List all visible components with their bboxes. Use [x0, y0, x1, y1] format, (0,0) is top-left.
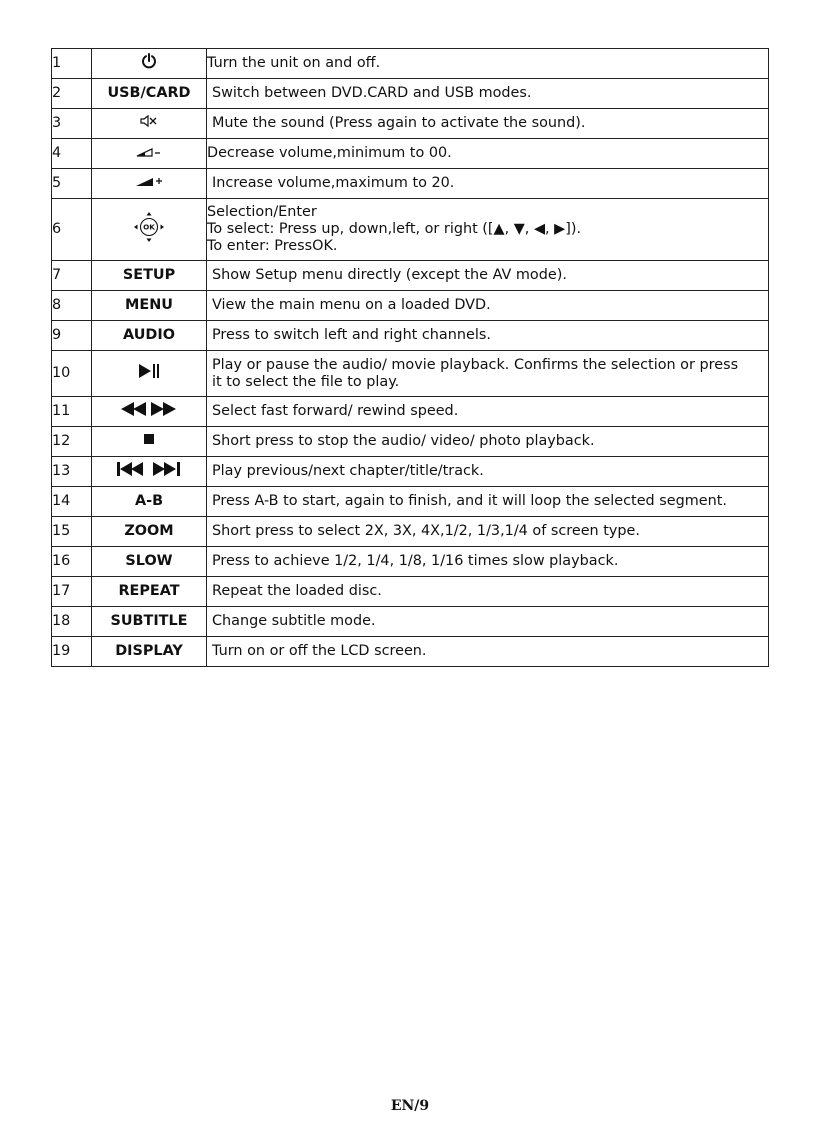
row-number: 18: [52, 607, 92, 637]
row-number: 13: [52, 457, 92, 487]
button-icon-cell: [92, 109, 207, 139]
table-row: [52, 351, 769, 397]
button-icon-cell: [92, 49, 207, 79]
row-number: 8: [52, 291, 92, 321]
description-line: Select fast forward/ rewind speed.: [212, 403, 459, 419]
description-line: To select: Press up, down,left, or right ([▲, ▼, ◀, ▶]).: [207, 221, 582, 237]
row-number: 10: [52, 351, 92, 397]
button-icon-cell: [92, 457, 207, 487]
description-line: Repeat the loaded disc.: [212, 583, 382, 599]
function-table: [51, 48, 769, 667]
row-number: 1: [52, 49, 92, 79]
table-row: [52, 261, 769, 291]
function-description: [207, 457, 769, 487]
row-number: 19: [52, 637, 92, 667]
function-description: [207, 607, 769, 637]
table-row: [52, 517, 769, 547]
row-number: 11: [52, 397, 92, 427]
row-number: 2: [52, 79, 92, 109]
function-description: [207, 397, 769, 427]
description-line: Press to achieve 1/2, 1/4, 1/8, 1/16 times slow playback.: [212, 553, 619, 569]
table-row: [52, 109, 769, 139]
table-row: [52, 547, 769, 577]
function-description: [207, 427, 769, 457]
table-row: [52, 607, 769, 637]
function-description: [207, 321, 769, 351]
button-label: SUBTITLE: [92, 607, 207, 637]
table-row: [52, 427, 769, 457]
function-description: [207, 547, 769, 577]
button-icon-cell: [92, 397, 207, 427]
description-line: Change subtitle mode.: [212, 613, 376, 629]
description-line: Show Setup menu directly (except the AV mode).: [212, 267, 567, 283]
table-row: [52, 321, 769, 351]
description-line: Play previous/next chapter/title/track.: [212, 463, 484, 479]
function-description: [207, 109, 769, 139]
row-number: 15: [52, 517, 92, 547]
rewind-forward-icon: [120, 401, 178, 422]
description-line: Turn on or off the LCD screen.: [212, 643, 427, 659]
table-row: [52, 291, 769, 321]
button-label: AUDIO: [92, 321, 207, 351]
function-description: [207, 487, 769, 517]
row-number: 9: [52, 321, 92, 351]
description-line: Turn the unit on and off.: [207, 55, 381, 71]
table-row: [52, 49, 769, 79]
button-label: SETUP: [92, 261, 207, 291]
button-icon-cell: [92, 199, 207, 261]
button-icon-cell: [92, 351, 207, 397]
description-line: Mute the sound (Press again to activate the sound).: [212, 115, 586, 131]
function-description: [207, 577, 769, 607]
description-line: Press to switch left and right channels.: [212, 327, 491, 343]
function-description: [207, 199, 769, 261]
row-number: 7: [52, 261, 92, 291]
description-line: Play or pause the audio/ movie playback. Confirms the selection or press: [212, 356, 739, 373]
function-description: [207, 291, 769, 321]
button-icon-cell: [92, 427, 207, 457]
table-row: [52, 199, 769, 261]
table-row: [52, 577, 769, 607]
description-line: Press A-B to start, again to finish, and it will loop the selected segment.: [212, 493, 727, 509]
row-number: 16: [52, 547, 92, 577]
row-number: 17: [52, 577, 92, 607]
row-number: 4: [52, 139, 92, 169]
table-row: [52, 397, 769, 427]
table-row: [52, 457, 769, 487]
play-pause-icon: [138, 363, 160, 384]
table-row: [52, 487, 769, 517]
button-icon-cell: [92, 169, 207, 199]
stop-icon: [143, 433, 155, 450]
power-icon: [141, 53, 157, 74]
button-label: SLOW: [92, 547, 207, 577]
button-label: ZOOM: [92, 517, 207, 547]
row-number: 5: [52, 169, 92, 199]
function-description: [207, 351, 769, 397]
button-label: DISPLAY: [92, 637, 207, 667]
description-line: it to select the file to play.: [212, 373, 400, 390]
function-description: [207, 637, 769, 667]
description-line: Switch between DVD.CARD and USB modes.: [212, 85, 532, 101]
table-row: [52, 139, 769, 169]
description-line: Short press to select 2X, 3X, 4X,1/2, 1/3,1/4 of screen type.: [212, 523, 640, 539]
mute-icon: [140, 114, 158, 133]
volume-up-icon: [135, 175, 163, 192]
table-row: [52, 637, 769, 667]
button-label: A-B: [92, 487, 207, 517]
row-number: 14: [52, 487, 92, 517]
function-description: [207, 517, 769, 547]
row-number: 12: [52, 427, 92, 457]
description-line: Decrease volume,minimum to 00.: [207, 145, 452, 161]
button-label: REPEAT: [92, 577, 207, 607]
ok-dpad-icon: [132, 210, 166, 249]
page-number: EN/9: [390, 1098, 430, 1114]
button-label: MENU: [92, 291, 207, 321]
row-number: 3: [52, 109, 92, 139]
row-number: 6: [52, 199, 92, 261]
description-line: Selection/Enter: [207, 204, 317, 220]
function-description: [207, 169, 769, 199]
function-description: [207, 139, 769, 169]
volume-down-icon: [136, 145, 162, 162]
prev-next-icon: [116, 461, 182, 482]
table-row: [52, 169, 769, 199]
function-description: [207, 79, 769, 109]
button-label: USB/CARD: [92, 79, 207, 109]
function-description: [207, 261, 769, 291]
description-line: To enter: PressOK.: [207, 238, 338, 254]
button-icon-cell: [92, 139, 207, 169]
function-table-body: [52, 49, 769, 667]
description-line: Increase volume,maximum to 20.: [212, 175, 455, 191]
description-line: Short press to stop the audio/ video/ photo playback.: [212, 433, 595, 449]
function-description: [207, 49, 769, 79]
table-row: [52, 79, 769, 109]
description-line: View the main menu on a loaded DVD.: [212, 297, 491, 313]
svg-text:OK: OK: [143, 222, 155, 232]
